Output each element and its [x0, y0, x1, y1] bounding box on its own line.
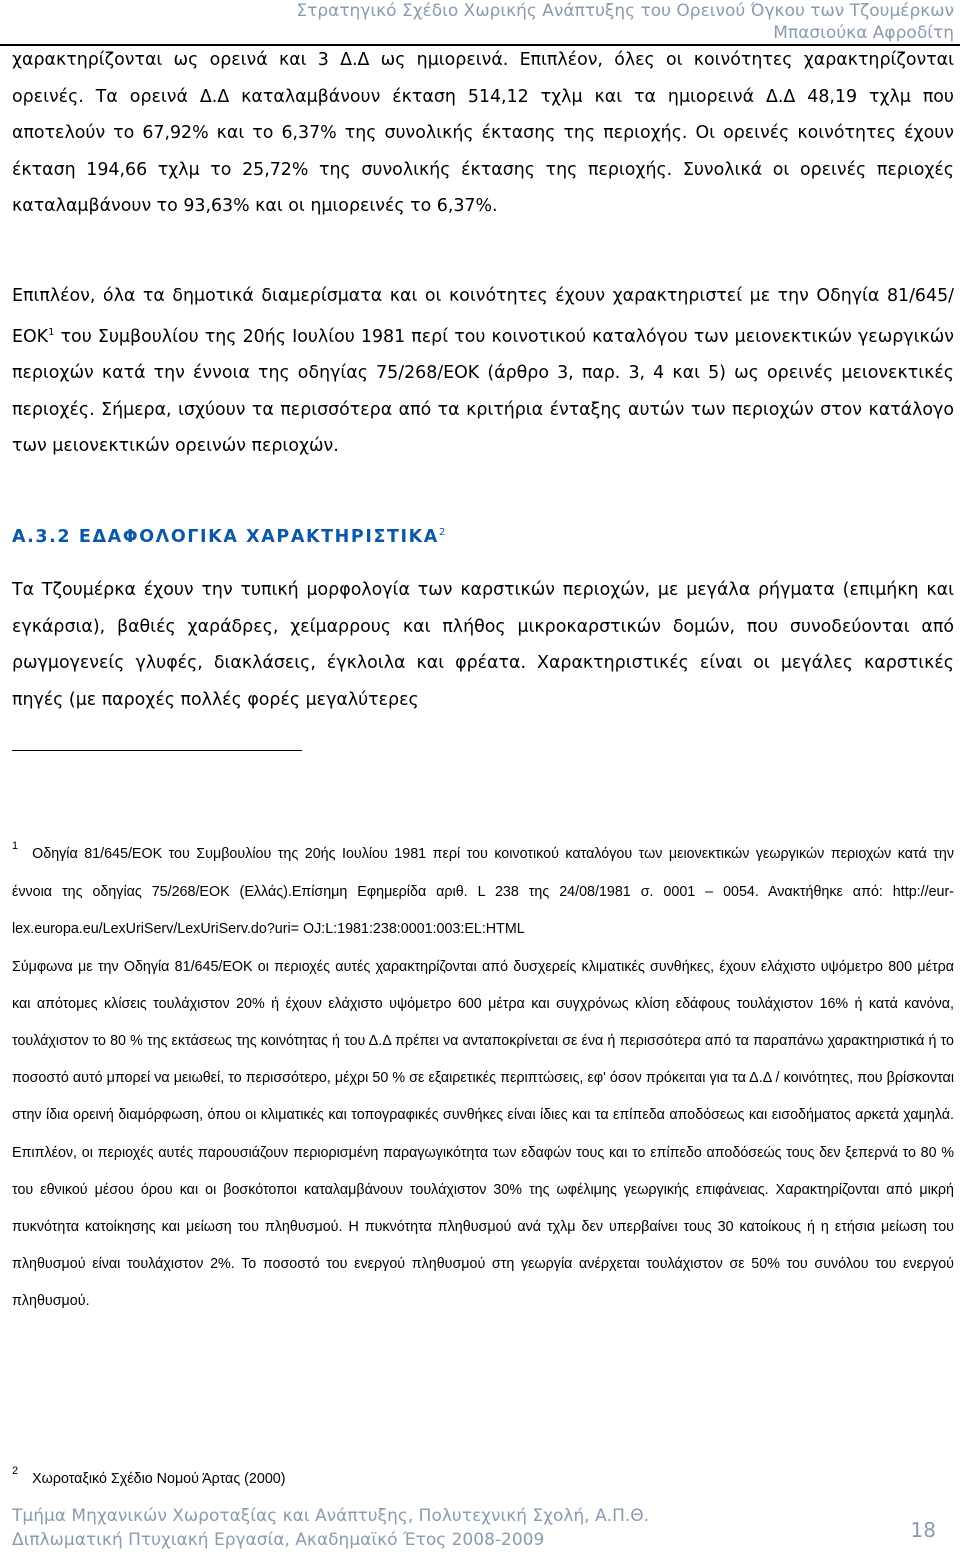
paragraph-soil: Τα Τζουμέρκα έχουν την τυπική μορφολογία των καρστικών περιοχών, με μεγάλα ρήγματα (επιμήκη και εγκάρσια), βαθιές χαράδρες, χείμαρρους και πλήθος μικροκαρστικών δομών, που συνοδεύονται από ρωγμογενείς γλυφές, διακλάσεις, έγκλοιλα και φρέατα. Χαρακτηριστικές είναι οι μεγάλες καρστικές πηγές (με παροχές πολλές φορές μεγαλύτερες — [12, 580, 954, 710]
section-heading — [12, 527, 445, 547]
footnote-1-explanation: Σύμφωνα με την Οδηγία 81/645/ΕΟΚ οι περιοχές αυτές χαρακτηρίζονται από δυσχερείς κλιματικές συνθήκες, έχουν ελάχιστο υψόμετρο 800 μέτρα και απότομες κλίσεις τουλάχιστον 20% ή έχουν ελάχιστο υψόμετρο 600 μέτρα και συγχρόνως κλίση εδάφους τουλάχιστον 16% ή κατά κανόνα, τουλάχιστον το 80 % της εκτάσεως της κοινότητας ή του Δ.Δ πρέπει να ανταποκρίνεται σε ένα ή περισσότερα από τα παραπάνω χαρακτηριστικά ή το ποσοστό αυτό μπορεί να μειωθεί, το περισσότερο, μέχρι 50 % σε εξαιρετικές περιπτώσεις, εφ' όσον πρόκειται για τα Δ.Δ / κοινότητες, που βρίσκονται στην ίδια ορεινή διαμόρφωση, όπου οι κλιματικές και τοπογραφικές συνθήκες είναι ίδιες και τα επίπεδα αποδόσεως και εισοδήματος αρκετά χαμηλά. Επιπλέον, οι περιοχές αυτές παρουσιάζουν περιορισμένη παραγωγικότητα των εδαφών τους και το επίπεδο αποδόσεώς τους δεν ξεπερνά το 80 % του εθνικού μέσου όρου και οι βοσκότοποι καταλαμβάνουν τουλάχιστον 30% της ωφέλιμης γεωργικής επιφάνειας. Χαρακτηρίζονται από μικρή πυκνότητα κατοίκησης και μείωση του πληθυσμού. Η πυκνότητα πληθυσμού ανά τχλμ δεν υπερβαίνει τους 30 κατοίκους ή η ετήσια μείωση του πληθυσμού είναι τουλάχιστον 2%. Το ποσοστό του ενεργού πληθυσμού στη γεωργία ανέρχεται τουλάχιστον σε 50% του συνόλου του ενεργού πληθυσμού. — [12, 958, 954, 1310]
page-footer — [12, 1504, 649, 1552]
footnote-2-mark: 2 — [12, 1465, 19, 1477]
page-number: 18 — [910, 1518, 936, 1542]
paragraph-directive-end: του Συμβουλίου της 20ής Ιουλίου 1981 περί του κοινοτικού καταλόγου των μειονεκτικών γεωργικών περιοχών κατά την έννοια της οδηγίας 75/268/ΕΟΚ (άρθρο 3, παρ. 3, 4 και 5) ως ορεινές μειονεκτικές περιοχές. Σήμερα, ισχύουν τα περισσότερα από τα κριτήρια ένταξης αυτών των περιοχών στον κατάλογο των μειονεκτικών ορεινών περιοχών. — [12, 326, 954, 457]
running-header — [296, 0, 954, 44]
footnote-1-mark: 1 — [12, 840, 19, 852]
header-author: Μπασιούκα Αφροδίτη — [773, 23, 954, 43]
paragraph-directive-start: Επιπλέον, όλα τα δημοτικά διαμερίσματα και οι κοινότητες έχουν χαρακτηριστεί με την Οδηγία 81/645/ΕΟΚ — [12, 286, 954, 347]
footer-thesis: Διπλωματική Πτυχιακή Εργασία, Ακαδημαϊκό Έτος 2008-2009 — [12, 1530, 545, 1550]
header-title: Στρατηγικό Σχέδιο Χωρικής Ανάπτυξης του Ορεινού Όγκου των Τζουμέρκων — [296, 1, 954, 21]
footnote-ref-1[interactable]: 1 — [48, 326, 55, 338]
paragraph-directive — [12, 278, 954, 465]
section-heading-text: Α.3.2 ΕΔΑΦΟΛΟΓΙΚΑ ΧΑΡΑΚΤΗΡΙΣΤΙΚΑ — [12, 527, 439, 547]
footnote-separator — [12, 750, 302, 751]
footnote-1 — [12, 836, 954, 1321]
footnote-2 — [12, 1461, 954, 1499]
footnote-2-text: Χωροταξικό Σχέδιο Νομού Άρτας (2000) — [32, 1471, 286, 1487]
footnote-1-citation-text: Οδηγία 81/645/ΕΟΚ του Συμβουλίου της 20ής Ιουλίου 1981 περί του κοινοτικού καταλόγου των μειονεκτικών γεωργικών περιοχών κατά την έννοια της οδηγίας 75/268/ΕΟΚ (Ελλάς).Επίσημη Εφημερίδα αριθ. L 238 της 24/08/1981 σ. 0001 – 0054. Ανακτήθηκε από: http://eur-lex.europa.eu/LexUriServ/LexUriServ.do?uri= OJ:L:1981:238:0001:003:EL:HTML — [12, 846, 954, 938]
paragraph-mountain-areas: χαρακτηρίζονται ως ορεινά και 3 Δ.Δ ως ημιορεινά. Επιπλέον, όλες οι κοινότητες χαρακτηρίζονται ορεινές. Τα ορεινά Δ.Δ καταλαμβάνουν έκταση 514,12 τχλμ και τα ημιορεινά Δ.Δ 48,19 τχλμ που αποτελούν το 67,92% και το 6,37% της συνολικής έκτασης της περιοχής. Οι ορεινές κοινότητες έχουν έκταση 194,66 τχλμ το 25,72% της συνολικής έκτασης της περιοχής. Συνολικά οι ορεινές περιοχές καταλαμβάνουν το 93,63% και οι ημιορεινές το 6,37%. — [12, 50, 954, 217]
footnote-ref-2[interactable]: 2 — [438, 527, 446, 539]
footer-department: Τμήμα Μηχανικών Χωροταξίας και Ανάπτυξης, Πολυτεχνική Σχολή, Α.Π.Θ. — [12, 1506, 650, 1526]
footnote-1-citation — [12, 836, 954, 949]
